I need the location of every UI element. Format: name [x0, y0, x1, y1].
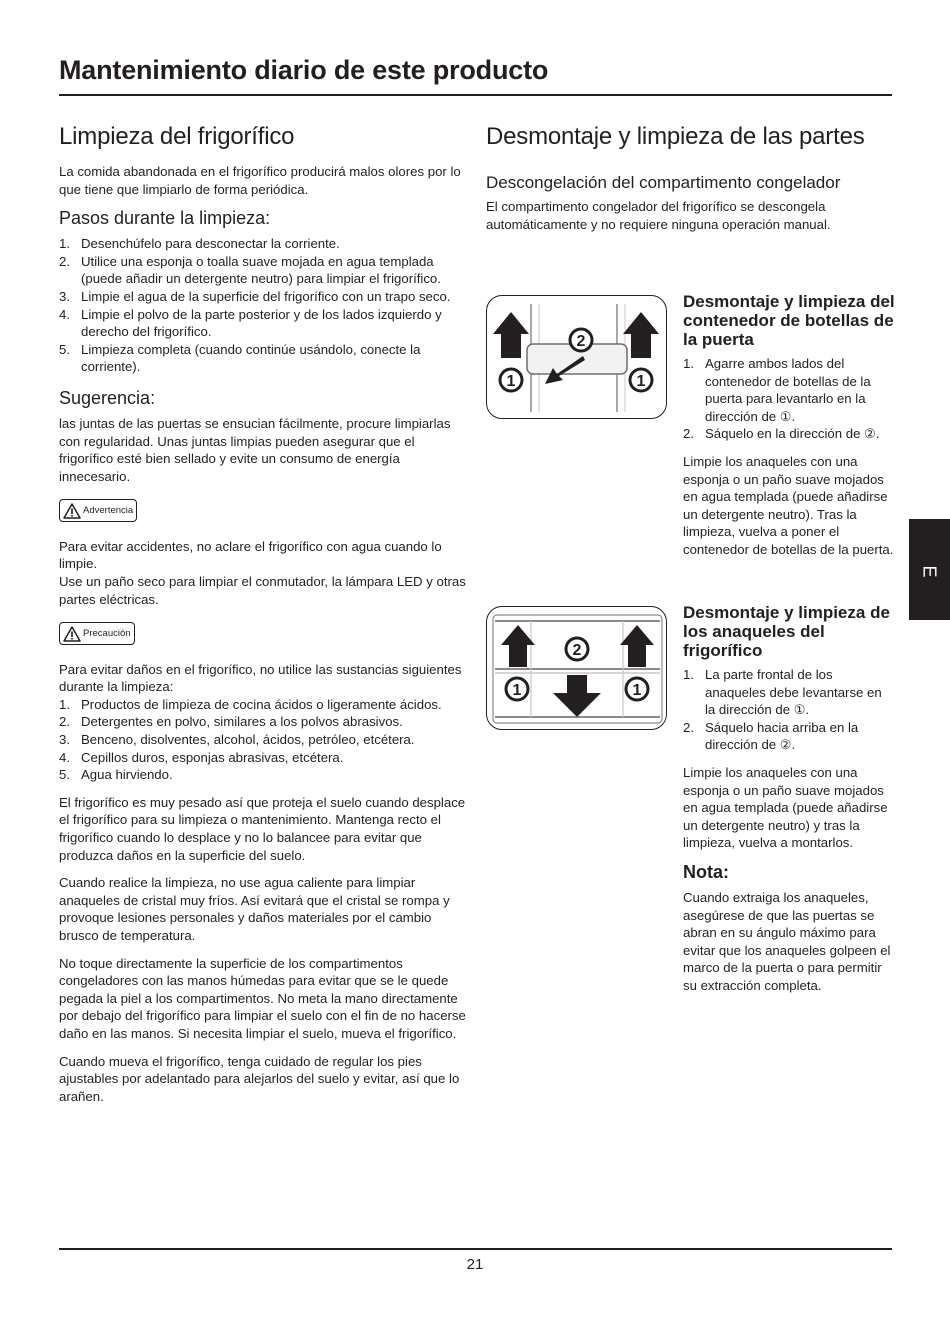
svg-text:1: 1 [632, 682, 642, 699]
list-item: 2. Detergentes en polvo, similares a los polvos abrasivos. [59, 714, 403, 730]
list-item: 2. Sáquelo en la dirección de ②. [683, 426, 880, 442]
right-column [486, 123, 896, 233]
warning-text-1: Para evitar accidentes, no aclare el frigorífico con agua cuando lo limpie. [59, 538, 442, 572]
cleaning-steps-list [59, 235, 469, 376]
shelves-heading: Desmontaje y limpieza de los anaqueles del frigorífico [683, 603, 890, 660]
caution-triangle-icon [63, 626, 81, 642]
svg-text:1: 1 [506, 373, 516, 390]
list-item: 2. Sáquelo hacia arriba en la dirección de ②. [683, 719, 859, 753]
page-number: 21 [466, 1256, 484, 1273]
language-tab [909, 519, 950, 620]
tip-heading: Sugerencia: [59, 387, 156, 408]
shelves-steps-list [683, 666, 895, 754]
paragraph-moving: Cuando mueva el frigorífico, tenga cuidado de regular los pies ajustables por adelantado para alejarlos del suelo y evitar, así que lo arañen. [59, 1053, 460, 1104]
steps-heading: Pasos durante la limpieza: [59, 208, 271, 229]
note-heading: Nota: [683, 861, 729, 882]
warning-label: Advertencia [83, 505, 134, 517]
caution-badge [59, 622, 135, 645]
list-item: 1. Desenchúfelo para desconectar la corriente. [59, 236, 340, 252]
section-heading-cleaning: Limpieza del frigorífico [59, 123, 295, 150]
defrost-heading: Descongelación del compartimento congelador [486, 173, 841, 192]
list-item: 5. Limpieza completa (cuando continúe usándolo, conecte la corriente). [59, 341, 421, 375]
list-item: 1. La parte frontal de los anaqueles debe levantarse en la dirección de ①. [683, 667, 882, 718]
warning-triangle-icon [63, 503, 81, 519]
list-item: 4. Cepillos duros, esponjas abrasivas, etcétera. [59, 749, 344, 765]
header-divider [59, 94, 892, 96]
bottle-steps-list [683, 355, 895, 443]
paragraph-glass: Cuando realice la limpieza, no use agua caliente para limpiar anaqueles de cristal muy fríos. Así evitará que el cristal se rompa y provoque lesiones personales y daños materiales por el cambio brusco de temperatura. [59, 875, 450, 943]
page-title: Mantenimiento diario de este producto [59, 55, 549, 85]
note-text: Cuando extraiga los anaqueles, asegúrese de que las puertas se abran en su ángulo máximo para evitar que los anaqueles golpeen el marco de la puerta o para permitir su extracción completa. [683, 889, 891, 993]
paragraph-weight: El frigorífico es muy pesado así que proteja el suelo cuando desplace el frigorífico para su limpieza o mantenimiento. Mantenga recto el frigorífico cuando lo desplace y no lo balancee para evitar que produzca daños en la superficie del suelo. [59, 794, 466, 863]
list-item: 4. Limpie el polvo de la parte posterior y de los lados izquierdo y derecho del frigorífico. [59, 306, 442, 340]
warning-badge [59, 499, 137, 522]
list-item: 3. Limpie el agua de la superficie del frigorífico con un trapo seco. [59, 288, 451, 304]
list-item: 1. Agarre ambos lados del contenedor de botellas de la puerta para levantarlo en la dirección de ①. [683, 356, 871, 424]
svg-text:2: 2 [576, 333, 586, 350]
shelf-illustration [487, 607, 668, 731]
left-column [59, 123, 469, 1105]
svg-text:1: 1 [512, 682, 522, 699]
door-bin-figure [486, 295, 667, 419]
section-heading-parts: Desmontaje y limpieza de las partes [486, 123, 865, 150]
svg-text:2: 2 [572, 642, 582, 659]
caution-label: Precaución [83, 628, 131, 640]
bottle-heading: Desmontaje y limpieza del contenedor de botellas de la puerta [683, 292, 895, 349]
list-item: 1. Productos de limpieza de cocina ácidos o ligeramente ácidos. [59, 696, 442, 712]
language-tab-letter: E [919, 565, 940, 578]
caution-intro: Para evitar daños en el frigorífico, no utilice las sustancias siguientes durante la limpieza: [59, 661, 462, 695]
bottle-section [683, 292, 895, 559]
shelves-text: Limpie los anaqueles con una esponja o un paño suave mojados en agua templada (puede añadirse un detergente neutro) y tras la limpieza, vuelva a montarlos. [683, 764, 888, 851]
footer-divider [59, 1248, 892, 1250]
warning-text-2: Use un paño seco para limpiar el conmutador, la lámpara LED y otras partes eléctricas. [59, 574, 466, 607]
svg-text:1: 1 [636, 373, 646, 390]
defrost-text: El compartimento congelador del frigorífico se descongela automáticamente y no requiere ninguna operación manual. [486, 199, 831, 232]
cleaning-intro: La comida abandonada en el frigorífico producirá malos olores por lo que tiene que limpiarlo de forma periódica. [59, 164, 461, 197]
caution-list [59, 696, 469, 784]
list-item: 3. Benceno, disolventes, alcohol, ácidos, petróleo, etcétera. [59, 732, 415, 748]
list-item: 2. Utilice una esponja o toalla suave mojada en agua templada (puede añadir un detergente neutro) para limpiar el frigorífico. [59, 253, 441, 287]
list-item: 5. Agua hirviendo. [59, 767, 173, 783]
tip-text: las juntas de las puertas se ensucian fácilmente, procure limpiarlas con regularidad. Unas juntas limpias pueden asegurar que el frigorífico esté bien sellado y evite un consumo de energía innecesario. [59, 415, 451, 484]
paragraph-freezer: No toque directamente la superficie de los compartimentos congeladores con las manos húmedas para evitar que se le quede pegada la piel a los compartimentos. No meta la mano directamente por debajo del frigorífico para limpiar el suelo con el fin de no hacerse daño en las manos. Si necesita limpiar el suelo, mueva el frigorífico. [59, 955, 466, 1041]
shelf-figure [486, 606, 667, 730]
door-bin-illustration [487, 296, 668, 420]
bottle-text: Limpie los anaqueles con una esponja o un paño suave mojados en agua templada (puede añadirse un detergente neutro). Tras la limpieza, vuelva a poner el contenedor de botellas de la puerta. [683, 453, 894, 557]
shelves-section [683, 603, 895, 995]
